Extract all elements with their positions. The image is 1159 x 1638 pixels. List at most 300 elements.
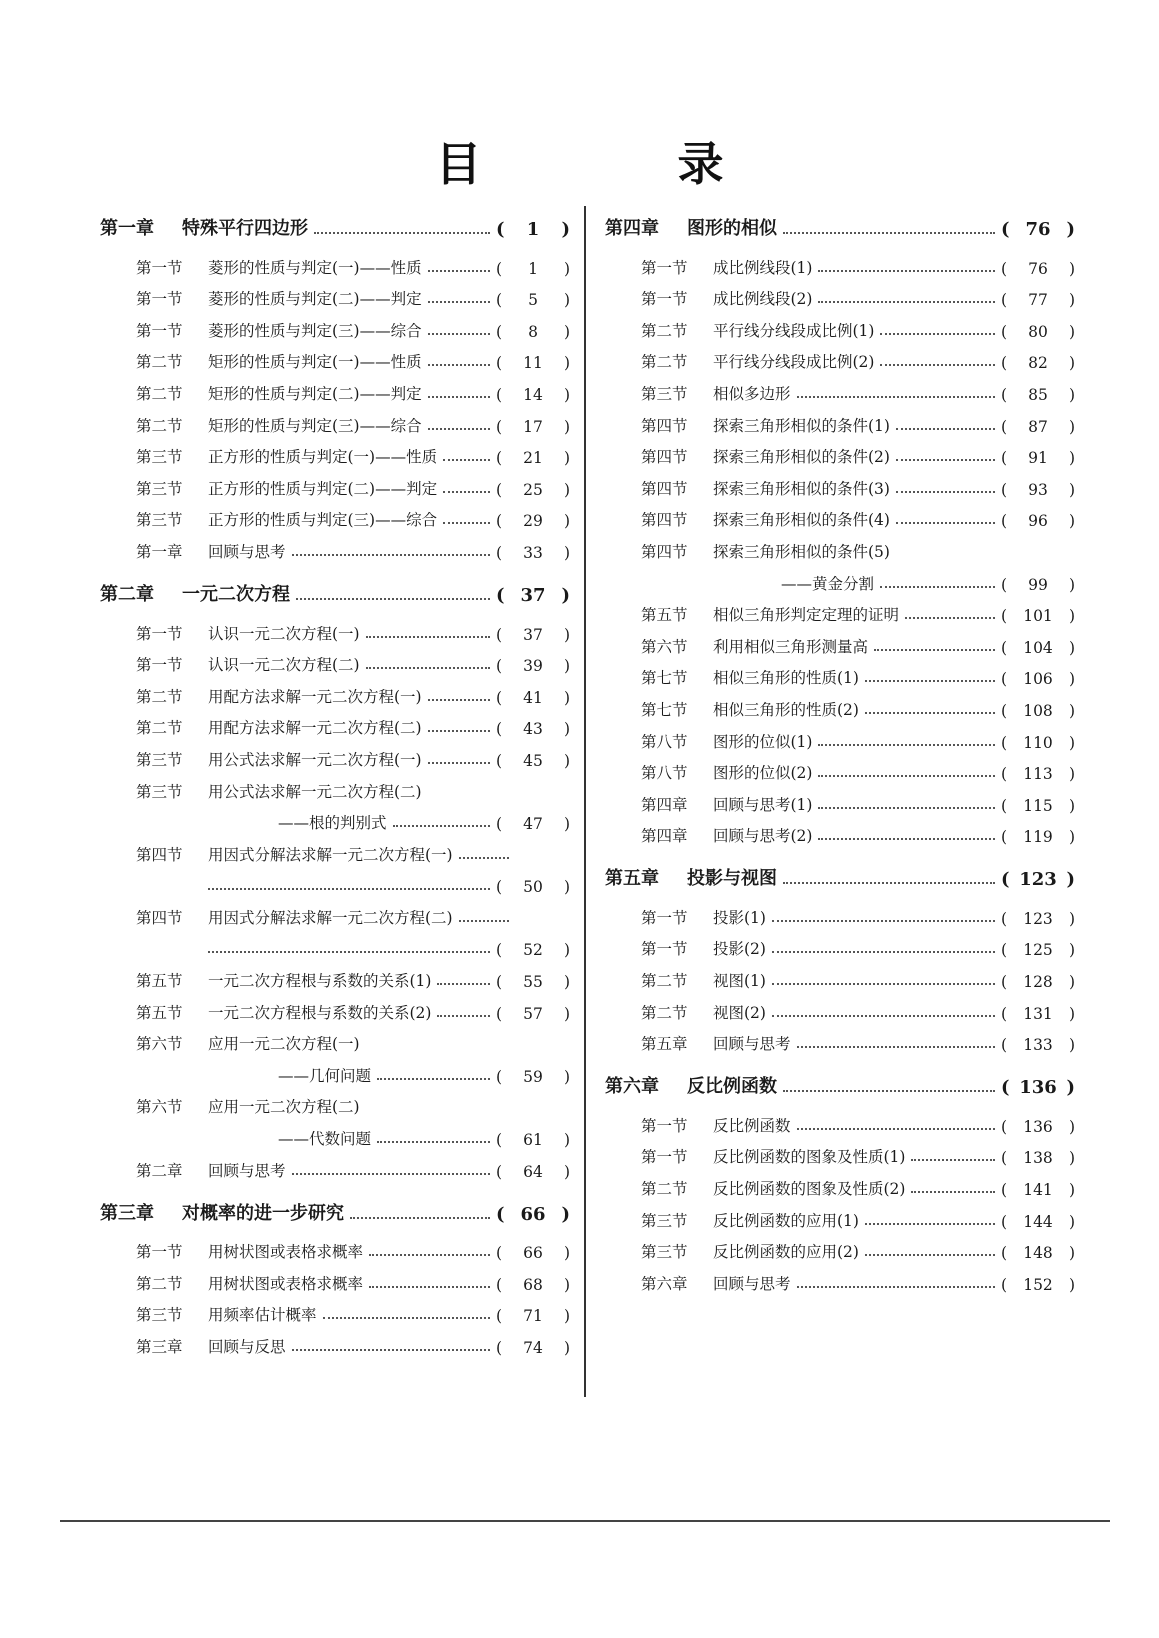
page-number: ( 45 ) bbox=[496, 751, 570, 770]
toc-entry-row[interactable] bbox=[100, 1294, 570, 1326]
toc-entry-row[interactable] bbox=[100, 675, 570, 707]
page-number: ( 55 ) bbox=[496, 973, 570, 992]
dot-leader bbox=[818, 270, 995, 272]
page-number: ( 125 ) bbox=[1001, 941, 1075, 960]
toc-entry-row[interactable] bbox=[605, 815, 1075, 847]
toc-entry-row[interactable] bbox=[100, 404, 570, 436]
dot-leader bbox=[459, 920, 509, 922]
page-number-value: 64 bbox=[523, 1162, 543, 1181]
toc-entry-label: 第三节 bbox=[136, 750, 183, 769]
page-number-value: 125 bbox=[1023, 941, 1053, 960]
page-number: ( 29 ) bbox=[496, 512, 570, 531]
page-number: ( 115 ) bbox=[1001, 796, 1075, 815]
toc-chapter-row[interactable] bbox=[100, 1191, 570, 1225]
toc-entry-row[interactable] bbox=[605, 436, 1075, 468]
page-number-value: 57 bbox=[523, 1004, 543, 1023]
toc-entry-title: 用公式法求解一元二次方程(一) bbox=[208, 750, 422, 769]
toc-entry-title: 矩形的性质与判定(三)——综合 bbox=[208, 416, 422, 435]
toc-entry-row[interactable] bbox=[605, 278, 1075, 310]
toc-entry-title: 正方形的性质与判定(一)——性质 bbox=[208, 448, 438, 467]
toc-entry-title: 图形的位似(2) bbox=[713, 764, 813, 783]
toc-entry-label: 第四节 bbox=[641, 416, 688, 435]
toc-entry-row[interactable] bbox=[100, 738, 570, 770]
toc-entry-row[interactable] bbox=[100, 467, 570, 499]
toc-entry-row[interactable] bbox=[100, 1054, 570, 1086]
toc-entry-title: 探索三角形相似的条件(5) bbox=[713, 542, 890, 561]
dot-leader bbox=[772, 1015, 995, 1017]
toc-entry-row[interactable] bbox=[605, 752, 1075, 784]
toc-entry-label: 第四章 bbox=[641, 827, 688, 846]
toc-entry-row[interactable] bbox=[100, 1262, 570, 1294]
toc-entry-label: 第六章 bbox=[641, 1274, 688, 1293]
toc-entry-label: 第二节 bbox=[136, 687, 183, 706]
page-number: ( 104 ) bbox=[1001, 638, 1075, 657]
page-number-value: 136 bbox=[1023, 1117, 1053, 1136]
dot-leader bbox=[818, 775, 995, 777]
toc-entry-row[interactable] bbox=[605, 372, 1075, 404]
page-number-value: 68 bbox=[523, 1275, 543, 1294]
page-number: ( 96 ) bbox=[1001, 512, 1075, 531]
bottom-rule bbox=[60, 1520, 1110, 1522]
toc-entry-label: 第二章 bbox=[136, 1161, 183, 1180]
toc-entry-label: 第四节 bbox=[136, 908, 183, 927]
dot-leader bbox=[911, 1159, 995, 1161]
page-number-value: 82 bbox=[1028, 354, 1048, 373]
toc-entry-title: 一元二次方程 bbox=[182, 583, 290, 605]
dot-leader bbox=[865, 712, 995, 714]
toc-entry-row[interactable] bbox=[605, 1136, 1075, 1168]
dot-leader bbox=[443, 522, 490, 524]
toc-entry-title: 认识一元二次方程(二) bbox=[208, 656, 360, 675]
toc-entry-title: 应用一元二次方程(一) bbox=[208, 1035, 360, 1054]
page-number-value: 37 bbox=[523, 625, 543, 644]
toc-entry-row[interactable] bbox=[100, 928, 570, 960]
page-number: ( 77 ) bbox=[1001, 291, 1075, 310]
dot-leader bbox=[896, 428, 995, 430]
dot-leader bbox=[911, 1191, 995, 1193]
toc-entry-title: 回顾与思考(1) bbox=[713, 795, 813, 814]
dot-leader bbox=[428, 428, 490, 430]
toc-entry-row[interactable] bbox=[605, 309, 1075, 341]
page-number: ( 21 ) bbox=[496, 449, 570, 468]
toc-entry-label: 第六节 bbox=[136, 1035, 183, 1054]
toc-entry-label: 第七节 bbox=[641, 669, 688, 688]
dot-leader bbox=[880, 333, 995, 335]
toc-entry-title: 相似三角形判定定理的证明 bbox=[713, 606, 900, 625]
dot-leader bbox=[292, 554, 490, 556]
toc-entry-title: 视图(2) bbox=[713, 1003, 766, 1022]
toc-entry-title: 用配方法求解一元二次方程(二) bbox=[208, 719, 422, 738]
toc-entry-label: 第三节 bbox=[641, 384, 688, 403]
page-number: ( 128 ) bbox=[1001, 973, 1075, 992]
page-number: ( 1 ) bbox=[496, 219, 570, 240]
toc-chapter-row[interactable] bbox=[100, 572, 570, 606]
toc-entry-title: 用公式法求解一元二次方程(二) bbox=[208, 782, 422, 801]
toc-entry-label: 第二节 bbox=[136, 719, 183, 738]
toc-entry-row[interactable] bbox=[100, 991, 570, 1023]
toc-entry-row[interactable] bbox=[605, 467, 1075, 499]
toc-entry-row[interactable] bbox=[605, 991, 1075, 1023]
page-number-value: 71 bbox=[523, 1307, 543, 1326]
page-number: ( 76 ) bbox=[1001, 259, 1075, 278]
page-number: ( 144 ) bbox=[1001, 1212, 1075, 1231]
dot-leader bbox=[818, 744, 995, 746]
toc-entry-title: 矩形的性质与判定(二)——判定 bbox=[208, 384, 422, 403]
page-number-value: 55 bbox=[523, 973, 543, 992]
dot-leader bbox=[874, 649, 995, 651]
dot-leader bbox=[437, 983, 490, 985]
dot-leader bbox=[369, 1254, 490, 1256]
toc-entry-label: 第四节 bbox=[641, 542, 688, 561]
dot-leader bbox=[896, 522, 995, 524]
page-number: ( 123 ) bbox=[1001, 909, 1075, 928]
toc-entry-row[interactable] bbox=[100, 896, 570, 928]
toc-entry-title: 相似三角形的性质(1) bbox=[713, 669, 859, 688]
toc-entry-label: 第三节 bbox=[641, 1243, 688, 1262]
page-number: ( 11 ) bbox=[496, 354, 570, 373]
toc-entry-row[interactable] bbox=[605, 1167, 1075, 1199]
toc-entry-title: 回顾与反思 bbox=[208, 1338, 286, 1356]
toc-right-column bbox=[605, 206, 1075, 1294]
toc-entry-row[interactable] bbox=[100, 644, 570, 676]
page-title: 目 录 bbox=[435, 137, 814, 191]
toc-entry-title: 反比例函数的应用(1) bbox=[713, 1211, 859, 1230]
toc-entry-label: 第一节 bbox=[136, 321, 183, 340]
toc-entry-label: 第二节 bbox=[641, 1180, 688, 1199]
toc-entry-title: 投影(1) bbox=[713, 908, 766, 927]
toc-entry-title: 一元二次方程根与系数的关系(1) bbox=[208, 972, 432, 991]
dot-leader bbox=[428, 396, 490, 398]
page-number-value: 33 bbox=[523, 543, 543, 562]
toc-entry-label: 第一节 bbox=[136, 1243, 183, 1262]
toc-entry-label: 第六章 bbox=[605, 1076, 659, 1098]
toc-entry-title: 利用相似三角形测量高 bbox=[713, 637, 869, 656]
toc-entry-title: 图形的位似(1) bbox=[713, 732, 813, 751]
dot-leader bbox=[443, 459, 490, 461]
page-number-value: 5 bbox=[528, 291, 538, 310]
dot-leader bbox=[393, 825, 490, 827]
toc-entry-label: 第四节 bbox=[136, 845, 183, 864]
page-number: ( 17 ) bbox=[496, 417, 570, 436]
dot-leader bbox=[865, 680, 995, 682]
toc-entry-label: 第二节 bbox=[641, 353, 688, 372]
dot-leader bbox=[377, 1078, 490, 1080]
page-number: ( 152 ) bbox=[1001, 1275, 1075, 1294]
toc-entry-row[interactable] bbox=[605, 246, 1075, 278]
toc-entry-row[interactable] bbox=[100, 530, 570, 562]
page-number: ( 47 ) bbox=[496, 815, 570, 834]
toc-entry-title: 正方形的性质与判定(二)——判定 bbox=[208, 479, 438, 498]
toc-entry-label: 第五节 bbox=[641, 606, 688, 625]
toc-entry-row[interactable] bbox=[100, 802, 570, 834]
toc-entry-label: 第一节 bbox=[136, 656, 183, 675]
toc-entry-title: 用树状图或表格求概率 bbox=[208, 1274, 364, 1293]
dot-leader bbox=[369, 1286, 490, 1288]
toc-entry-title: 反比例函数的应用(2) bbox=[713, 1243, 859, 1262]
page-number-value: 110 bbox=[1023, 733, 1053, 752]
page-number-value: 59 bbox=[523, 1067, 543, 1086]
toc-entry-row[interactable] bbox=[605, 404, 1075, 436]
toc-entry-label: 第一节 bbox=[641, 258, 688, 277]
dot-leader bbox=[377, 1141, 490, 1143]
toc-entry-row[interactable] bbox=[100, 865, 570, 897]
toc-chapter-row[interactable] bbox=[605, 856, 1075, 890]
page-number-value: 77 bbox=[1028, 291, 1048, 310]
page-number-value: 76 bbox=[1025, 219, 1051, 240]
page-number-value: 8 bbox=[528, 322, 538, 341]
toc-entry-row[interactable] bbox=[100, 707, 570, 739]
toc-entry-label: 第二节 bbox=[641, 321, 688, 340]
toc-entry-row[interactable] bbox=[100, 499, 570, 531]
toc-entry-row[interactable] bbox=[605, 562, 1075, 594]
toc-entry-title: 菱形的性质与判定(一)——性质 bbox=[208, 258, 422, 277]
dot-leader bbox=[437, 1015, 490, 1017]
toc-entry-title: 投影(2) bbox=[713, 940, 766, 959]
page-number-value: 21 bbox=[523, 449, 543, 468]
toc-entry-row[interactable] bbox=[605, 1023, 1075, 1055]
page-number-value: 123 bbox=[1019, 869, 1057, 891]
page-number-value: 74 bbox=[523, 1339, 543, 1357]
page-number: ( 71 ) bbox=[496, 1307, 570, 1326]
toc-entry-label: 第三章 bbox=[100, 1202, 154, 1224]
page-number: ( 39 ) bbox=[496, 657, 570, 676]
toc-entry-row[interactable] bbox=[605, 783, 1075, 815]
page-number-value: 123 bbox=[1023, 909, 1053, 928]
page-number-value: 148 bbox=[1023, 1244, 1053, 1263]
toc-entry-label: 第一节 bbox=[136, 290, 183, 309]
page-number: ( 106 ) bbox=[1001, 670, 1075, 689]
toc-entry-row[interactable] bbox=[605, 959, 1075, 991]
toc-entry-row[interactable] bbox=[100, 341, 570, 373]
page-number: ( 148 ) bbox=[1001, 1244, 1075, 1263]
toc-entry-title: ——根的判别式 bbox=[278, 814, 387, 833]
toc-entry-row[interactable] bbox=[100, 1149, 570, 1181]
page-number: ( 93 ) bbox=[1001, 480, 1075, 499]
page-number-value: 108 bbox=[1023, 701, 1053, 720]
toc-entry-row[interactable] bbox=[605, 928, 1075, 960]
dot-leader bbox=[772, 920, 995, 922]
page-number-value: 106 bbox=[1023, 670, 1053, 689]
toc-entry-label: 第一章 bbox=[136, 542, 183, 561]
page-number-value: 50 bbox=[523, 878, 543, 897]
page-number: ( 85 ) bbox=[1001, 385, 1075, 404]
page-number-value: 45 bbox=[523, 751, 543, 770]
dot-leader bbox=[314, 232, 490, 234]
dot-leader bbox=[296, 598, 490, 600]
dot-leader bbox=[797, 396, 995, 398]
toc-entry-row[interactable] bbox=[605, 530, 1075, 562]
toc-entry-label: 第三节 bbox=[136, 448, 183, 467]
toc-entry-row[interactable] bbox=[100, 278, 570, 310]
page-number-value: 99 bbox=[1028, 575, 1048, 594]
page-number-value: 131 bbox=[1023, 1004, 1053, 1023]
dot-leader bbox=[366, 636, 490, 638]
toc-entry-row[interactable] bbox=[605, 688, 1075, 720]
page-number: ( 141 ) bbox=[1001, 1181, 1075, 1200]
page-number-value: 43 bbox=[523, 720, 543, 739]
toc-entry-label: 第二节 bbox=[641, 1003, 688, 1022]
dot-leader bbox=[428, 699, 490, 701]
toc-entry-label: 第二节 bbox=[136, 353, 183, 372]
toc-entry-row[interactable] bbox=[605, 625, 1075, 657]
toc-entry-row[interactable] bbox=[100, 436, 570, 468]
toc-entry-row[interactable] bbox=[100, 1086, 570, 1118]
page-number-value: 119 bbox=[1023, 828, 1053, 847]
page-number: ( 123 ) bbox=[1001, 869, 1075, 891]
dot-leader bbox=[818, 301, 995, 303]
toc-entry-row[interactable] bbox=[100, 372, 570, 404]
toc-entry-title: 探索三角形相似的条件(1) bbox=[713, 416, 890, 435]
toc-entry-title: 正方形的性质与判定(三)——综合 bbox=[208, 511, 438, 530]
toc-entry-label: 第四节 bbox=[641, 479, 688, 498]
toc-entry-label: 第八节 bbox=[641, 732, 688, 751]
toc-chapter-row[interactable] bbox=[605, 206, 1075, 240]
page-number: ( 50 ) bbox=[496, 878, 570, 897]
page-number-value: 25 bbox=[523, 480, 543, 499]
page-number: ( 14 ) bbox=[496, 385, 570, 404]
dot-leader bbox=[896, 491, 995, 493]
toc-entry-row[interactable] bbox=[100, 1023, 570, 1055]
page-number-value: 152 bbox=[1023, 1275, 1053, 1294]
page-number: ( 33 ) bbox=[496, 543, 570, 562]
toc-entry-label: 第四章 bbox=[605, 218, 659, 239]
page-number-value: 141 bbox=[1023, 1181, 1053, 1200]
toc-entry-row[interactable] bbox=[605, 1104, 1075, 1136]
dot-leader bbox=[797, 1286, 995, 1288]
dot-leader bbox=[428, 364, 490, 366]
page-number: ( 25 ) bbox=[496, 480, 570, 499]
toc-entry-label: 第三节 bbox=[136, 1306, 183, 1325]
page-number: ( 8 ) bbox=[496, 322, 570, 341]
page-number-value: 128 bbox=[1023, 973, 1053, 992]
toc-entry-label: 第一节 bbox=[641, 290, 688, 309]
toc-entry-row[interactable] bbox=[100, 833, 570, 865]
page-number-value: 101 bbox=[1023, 607, 1053, 626]
toc-entry-title: 回顾与思考 bbox=[208, 542, 286, 561]
page-number: ( 87 ) bbox=[1001, 417, 1075, 436]
page-number-value: 138 bbox=[1023, 1149, 1053, 1168]
page-number-value: 136 bbox=[1019, 1077, 1057, 1099]
toc-entry-label: 第二节 bbox=[136, 1274, 183, 1293]
toc-entry-row[interactable] bbox=[100, 1325, 570, 1357]
toc-entry-label: 第六节 bbox=[136, 1098, 183, 1117]
page-number-value: 113 bbox=[1023, 765, 1053, 784]
page-number: ( 113 ) bbox=[1001, 765, 1075, 784]
dot-leader bbox=[797, 1046, 995, 1048]
toc-entry-label: 第六节 bbox=[641, 637, 688, 656]
page-number-value: 1 bbox=[528, 259, 538, 278]
toc-entry-row[interactable] bbox=[100, 1117, 570, 1149]
toc-entry-label: 第四节 bbox=[641, 448, 688, 467]
toc-chapter-row[interactable] bbox=[605, 1064, 1075, 1098]
toc-entry-title: 反比例函数 bbox=[687, 1076, 777, 1098]
toc-entry-title: 视图(1) bbox=[713, 972, 766, 991]
toc-entry-title: 平行线分线段成比例(1) bbox=[713, 321, 875, 340]
dot-leader bbox=[350, 1217, 490, 1219]
toc-entry-title: 应用一元二次方程(二) bbox=[208, 1098, 360, 1117]
page-number: ( 37 ) bbox=[496, 584, 570, 606]
page-number-value: 37 bbox=[520, 584, 546, 606]
page-number: ( 82 ) bbox=[1001, 354, 1075, 373]
toc-entry-label: 第七节 bbox=[641, 700, 688, 719]
toc-entry-row[interactable] bbox=[100, 1231, 570, 1263]
page-number-value: 47 bbox=[523, 815, 543, 834]
toc-entry-row[interactable] bbox=[100, 612, 570, 644]
page-number-value: 66 bbox=[523, 1244, 543, 1263]
toc-entry-title: 用因式分解法求解一元二次方程(一) bbox=[208, 845, 453, 864]
toc-entry-row[interactable] bbox=[605, 1231, 1075, 1263]
toc-entry-row[interactable] bbox=[605, 1262, 1075, 1294]
dot-leader bbox=[797, 1128, 995, 1130]
page-number-value: 14 bbox=[523, 385, 543, 404]
toc-entry-row[interactable] bbox=[605, 499, 1075, 531]
dot-leader bbox=[208, 888, 490, 890]
toc-entry-title: 矩形的性质与判定(一)——性质 bbox=[208, 353, 422, 372]
page-number-value: 52 bbox=[523, 941, 543, 960]
dot-leader bbox=[443, 491, 490, 493]
toc-entry-row[interactable] bbox=[100, 246, 570, 278]
toc-entry-row[interactable] bbox=[100, 309, 570, 341]
toc-entry-label: 第二节 bbox=[136, 384, 183, 403]
dot-leader bbox=[818, 807, 995, 809]
page-number: ( 136 ) bbox=[1001, 1077, 1075, 1099]
toc-entry-title: 用配方法求解一元二次方程(一) bbox=[208, 687, 422, 706]
page-number: ( 41 ) bbox=[496, 688, 570, 707]
toc-entry-row[interactable] bbox=[605, 720, 1075, 752]
page-number-value: 11 bbox=[523, 354, 543, 373]
toc-entry-title: 回顾与思考 bbox=[713, 1035, 791, 1054]
toc-entry-title: ——代数问题 bbox=[278, 1130, 372, 1149]
toc-entry-title: 认识一元二次方程(一) bbox=[208, 624, 360, 643]
toc-entry-label: 第四章 bbox=[641, 795, 688, 814]
toc-entry-title: ——几何问题 bbox=[278, 1066, 372, 1085]
toc-entry-row[interactable] bbox=[605, 1199, 1075, 1231]
toc-entry-label: 第一节 bbox=[136, 624, 183, 643]
toc-entry-label: 第三章 bbox=[136, 1338, 183, 1356]
toc-chapter-row[interactable] bbox=[100, 206, 570, 240]
page-number: ( 52 ) bbox=[496, 941, 570, 960]
page-number: ( 91 ) bbox=[1001, 449, 1075, 468]
page-number: ( 66 ) bbox=[496, 1244, 570, 1263]
toc-entry-label: 第三节 bbox=[136, 782, 183, 801]
toc-entry-title: 回顾与思考(2) bbox=[713, 827, 813, 846]
toc-left-column bbox=[100, 206, 570, 1357]
dot-leader bbox=[323, 1317, 490, 1319]
toc-entry-row[interactable] bbox=[100, 770, 570, 802]
page-number: ( 43 ) bbox=[496, 720, 570, 739]
page-number: ( 1 ) bbox=[496, 259, 570, 278]
page-number: ( 59 ) bbox=[496, 1067, 570, 1086]
toc-entry-row[interactable] bbox=[605, 896, 1075, 928]
toc-entry-title: 相似三角形的性质(2) bbox=[713, 700, 859, 719]
toc-entry-row[interactable] bbox=[605, 594, 1075, 626]
page-number: ( 80 ) bbox=[1001, 322, 1075, 341]
dot-leader bbox=[865, 1254, 995, 1256]
toc-entry-row[interactable] bbox=[100, 959, 570, 991]
dot-leader bbox=[428, 730, 490, 732]
toc-entry-row[interactable] bbox=[605, 657, 1075, 689]
toc-entry-row[interactable] bbox=[605, 341, 1075, 373]
toc-entry-label: 第一节 bbox=[641, 908, 688, 927]
page-number: ( 64 ) bbox=[496, 1162, 570, 1181]
toc-entry-label: 第二节 bbox=[641, 972, 688, 991]
page-number-value: 115 bbox=[1023, 796, 1053, 815]
toc-entry-title: 探索三角形相似的条件(4) bbox=[713, 511, 890, 530]
dot-leader bbox=[818, 838, 995, 840]
toc-entry-title: 用因式分解法求解一元二次方程(二) bbox=[208, 908, 453, 927]
page-number: ( 76 ) bbox=[1001, 219, 1075, 240]
toc-entry-title: 投影与视图 bbox=[687, 868, 777, 890]
